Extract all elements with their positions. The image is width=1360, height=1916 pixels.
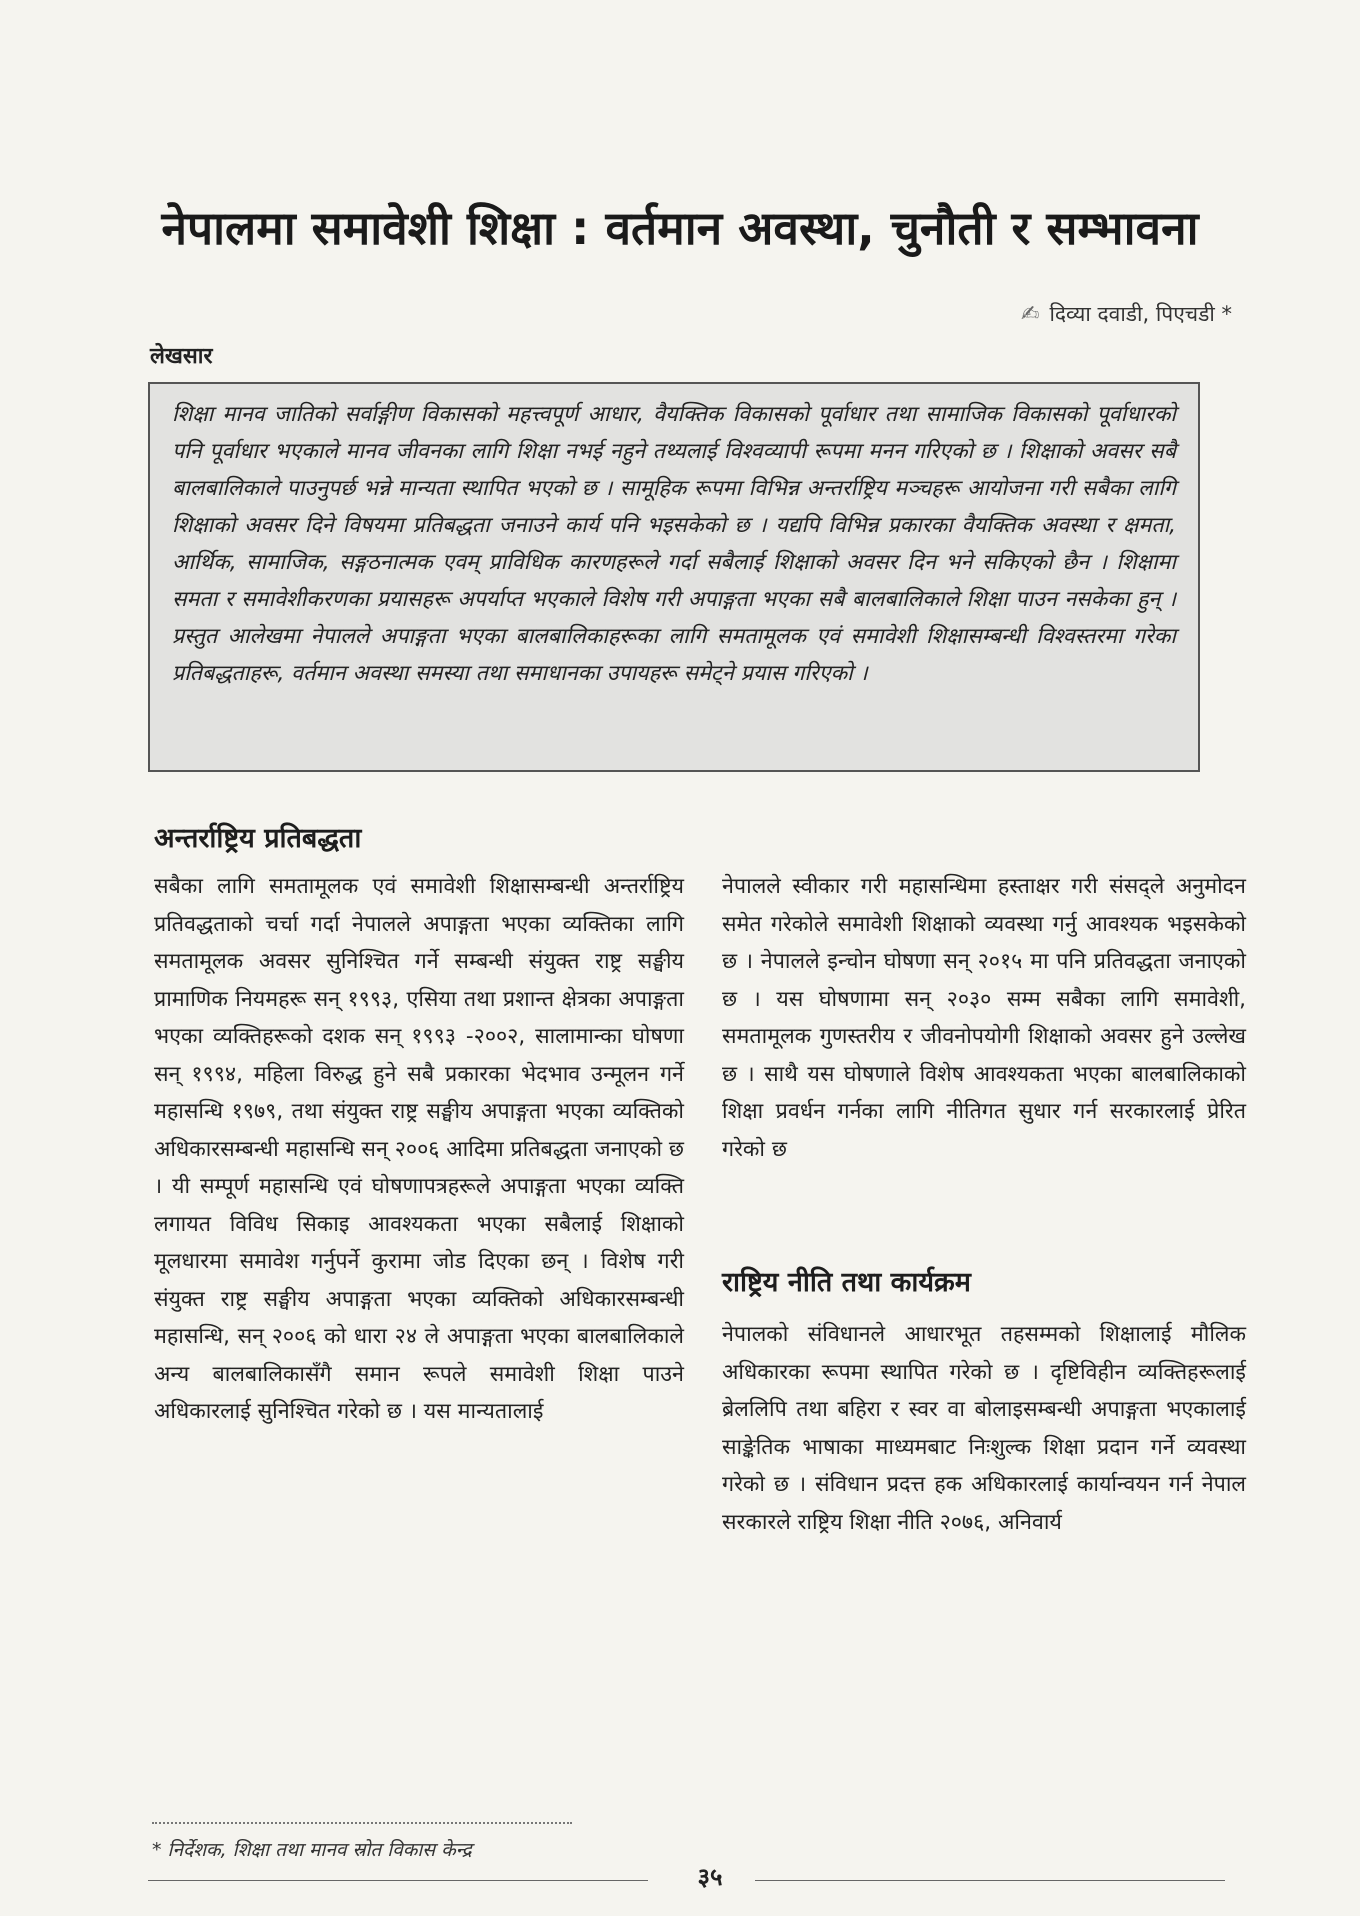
- paragraph-national: नेपालको संविधानले आधारभूत तहसम्मको शिक्षालाई मौलिक अधिकारका रूपमा स्थापित गरेको छ । दृष्टिविहीन व्यक्तिहरूलाई ब्रेललिपि तथा बहिरा र स्वर वा बोलाइसम्बन्धी अपाङ्गता भएकालाई साङ्केतिक भाषाका माध्यमबाट निःशुल्क शिक्षा प्रदान गर्ने व्यवस्था गरेको छ । संविधान प्रदत्त हक अधिकारलाई कार्यान्वयन गर्न नेपाल सरकारले राष्ट्रिय शिक्षा नीति २०७६, अनिवार्य: [722, 1322, 1246, 1535]
- pen-icon: ✍: [1021, 302, 1040, 327]
- section-heading-international: अन्तर्राष्ट्रिय प्रतिबद्धता: [154, 823, 362, 854]
- abstract-box: शिक्षा मानव जातिको सर्वाङ्गीण विकासको महत्त्वपूर्ण आधार, वैयक्तिक विकासको पूर्वाधार तथा सामाजिक विकासको पूर्वाधारको पनि पूर्वाधार भएकाले मानव जीवनका लागि शिक्षा नभई नहुने तथ्यलाई विश्वव्यापी रूपमा मनन गरिएको छ । शिक्षाको अवसर सबै बालबालिकाले पाउनुपर्छ भन्ने मान्यता स्थापित भएको छ । सामूहिक रूपमा विभिन्न अन्तर्राष्ट्रिय मञ्चहरू आयोजना गरी सबैका लागि शिक्षाको अवसर दिने विषयमा प्रतिबद्धता जनाउने कार्य पनि भइसकेको छ । यद्यपि विभिन्न प्रकारका वैयक्तिक अवस्था र क्षमता, आर्थिक, सामाजिक, सङ्गठनात्मक एवम् प्राविधिक कारणहरूले गर्दा सबैलाई शिक्षाको अवसर दिन भने सकिएको छैन । शिक्षामा समता र समावेशीकरणका प्रयासहरू अपर्याप्त भएकाले विशेष गरी अपाङ्गता भएका सबै बालबालिकाले शिक्षा पाउन नसकेका हुन् । प्रस्तुत आलेखमा नेपालले अपाङ्गता भएका बालबालिकाहरूका लागि समतामूलक एवं समावेशी शिक्षासम्बन्धी विश्वस्तरमा गरेका प्रतिबद्धताहरू, वर्तमान अवस्था समस्या तथा समाधानका उपायहरू समेट्ने प्रयास गरिएको ।: [148, 382, 1200, 772]
- column-right-national: [722, 1316, 1246, 1541]
- footer-rule-right: [755, 1880, 1225, 1881]
- column-left: [154, 868, 684, 1431]
- section-heading-national: राष्ट्रिय नीति तथा कार्यक्रम: [722, 1267, 971, 1298]
- author-line: [1021, 300, 1232, 328]
- page-number: ३५: [697, 1863, 723, 1891]
- paragraph-international-right: नेपालले स्वीकार गरी महासन्धिमा हस्ताक्षर गरी संसद्ले अनुमोदन समेत गरेकोले समावेशी शिक्षाको व्यवस्था गर्नु आवश्यक भइसकेको छ । नेपालले इन्चोन घोषणा सन् २०१५ मा पनि प्रतिवद्धता जनाएको छ । यस घोषणामा सन् २०३० सम्म सबैका लागि समावेशी, समतामूलक गुणस्तरीय र जीवनोपयोगी शिक्षाको अवसर हुने उल्लेख छ । साथै यस घोषणाले विशेष आवश्यकता भएका बालबालिकाको शिक्षा प्रवर्धन गर्नका लागि नीतिगत सुधार गर्न सरकारलाई प्रेरित गरेको छ: [722, 874, 1246, 1162]
- column-right: [722, 868, 1246, 1168]
- author-name: दिव्या दवाडी, पिएचडी *: [1049, 302, 1232, 326]
- footnote: * निर्देशक, शिक्षा तथा मानव स्रोत विकास केन्द्र: [152, 1839, 472, 1861]
- article-title: नेपालमा समावेशी शिक्षा : वर्तमान अवस्था, चुनौती र सम्भावना: [161, 201, 1199, 255]
- paragraph-international-left: सबैका लागि समतामूलक एवं समावेशी शिक्षासम्बन्धी अन्तर्राष्ट्रिय प्रतिवद्धताको चर्चा गर्दा नेपालले अपाङ्गता भएका व्यक्तिका लागि समतामूलक अवसर सुनिश्चित गर्ने सम्बन्धी संयुक्त राष्ट्र सङ्घीय प्रामाणिक नियमहरू सन् १९९३, एसिया तथा प्रशान्त क्षेत्रका अपाङ्गता भएका व्यक्तिहरूको दशक सन् १९९३ -२००२, सालामान्का घोषणा सन् १९९४, महिला विरुद्ध हुने सबै प्रकारका भेदभाव उन्मूलन गर्ने महासन्धि १९७९, तथा संयुक्त राष्ट्र सङ्घीय अपाङ्गता भएका व्यक्तिको अधिकारसम्बन्धी महासन्धि सन् २००६ आदिमा प्रतिबद्धता जनाएको छ । यी सम्पूर्ण महासन्धि एवं घोषणापत्रहरूले अपाङ्गता भएका व्यक्ति लगायत विविध सिकाइ आवश्यकता भएका सबैलाई शिक्षाको मूलधारमा समावेश गर्नुपर्ने कुरामा जोड दिएका छन् । विशेष गरी संयुक्त राष्ट्र सङ्घीय अपाङ्गता भएका व्यक्तिको अधिकारसम्बन्धी महासन्धि, सन् २००६ को धारा २४ ले अपाङ्गता भएका बालबालिकाले अन्य बालबालिकासँगै समान रूपले समावेशी शिक्षा पाउने अधिकारलाई सुनिश्चित गरेको छ । यस मान्यतालाई: [154, 874, 685, 1424]
- footer-rule-left: [148, 1880, 648, 1881]
- footnote-divider: [152, 1822, 572, 1824]
- abstract-heading: लेखसार: [150, 344, 213, 369]
